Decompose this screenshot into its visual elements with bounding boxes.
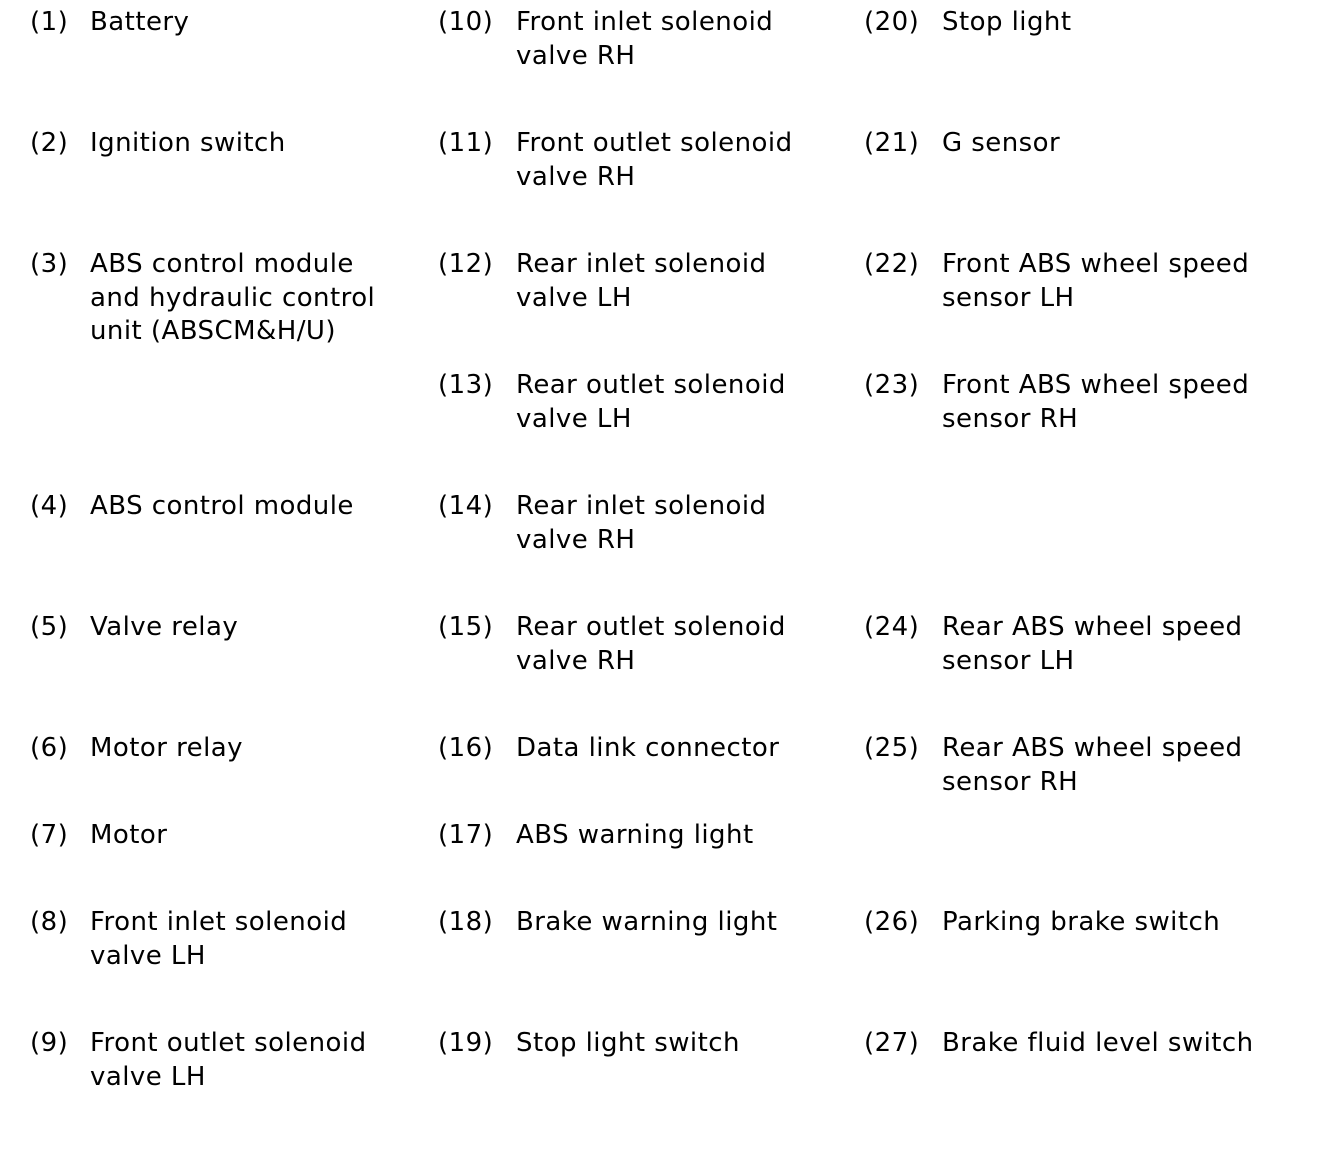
legend-item-number: (27) <box>864 1028 920 1058</box>
legend-item-label-line: valve LH <box>516 282 632 313</box>
legend-item-label-line: Stop light switch <box>516 1028 740 1058</box>
legend-item-label-line: Rear inlet solenoid <box>516 249 767 279</box>
legend-item-label-line: Motor <box>90 820 168 850</box>
legend-item-label-line: ABS warning light <box>516 820 754 850</box>
legend-item-number: (20) <box>864 7 920 37</box>
legend-item-label-line: Front ABS wheel speed <box>942 249 1250 279</box>
legend-item-number: (17) <box>438 820 494 850</box>
legend-item-label-line: Front outlet solenoid <box>90 1028 367 1058</box>
legend-item-label <box>90 819 167 853</box>
legend-item-number: (9) <box>30 1028 69 1058</box>
legend-item-label-line: Stop light <box>942 7 1072 37</box>
legend-item-number: (8) <box>30 907 69 937</box>
legend-item-number: (6) <box>30 733 69 763</box>
legend-item-number: (2) <box>30 128 69 158</box>
legend-item-label-line: valve LH <box>90 1061 206 1092</box>
legend-item-label-line: unit (ABSCM&H/U) <box>90 316 336 346</box>
legend-item-label-line: valve RH <box>516 161 636 192</box>
legend-item-number: (26) <box>864 907 920 937</box>
legend-item-label-line: Front inlet solenoid <box>516 7 774 37</box>
legend-item-label-line: sensor LH <box>942 645 1075 676</box>
legend-item-label-line: Rear outlet solenoid <box>516 612 786 642</box>
legend-item-number: (3) <box>30 249 69 279</box>
legend-item-label-line: G sensor <box>942 128 1061 158</box>
legend-item-number: (16) <box>438 733 494 763</box>
legend-item-label <box>90 611 238 645</box>
legend-item-label <box>516 369 786 436</box>
legend-item-label-line: Front outlet solenoid <box>516 128 793 158</box>
legend-item-label-line: sensor RH <box>942 766 1079 797</box>
legend-item-label-line: Rear inlet solenoid <box>516 491 767 521</box>
legend-item-label <box>942 906 1220 940</box>
legend-item-number: (19) <box>438 1028 494 1058</box>
legend-item-label-line: Battery <box>90 7 190 37</box>
legend-item-label <box>516 906 777 940</box>
legend-item-number: (1) <box>30 7 69 37</box>
legend-item-label <box>90 1027 367 1094</box>
legend-item-label-line: valve RH <box>516 645 636 676</box>
legend-item-label-line: valve LH <box>516 403 632 434</box>
legend-item-label <box>942 732 1242 799</box>
legend-item-label <box>516 6 773 73</box>
legend-item-label <box>516 732 779 766</box>
legend-item-number: (5) <box>30 612 69 642</box>
legend-item-label <box>942 6 1072 40</box>
legend-item-label-line: sensor RH <box>942 403 1079 434</box>
legend-item-label <box>942 369 1249 436</box>
legend-item-label-line: sensor LH <box>942 282 1075 313</box>
legend-item-label <box>90 490 354 524</box>
legend-item-label <box>516 819 754 853</box>
legend-item-number: (12) <box>438 249 494 279</box>
legend-item-label-line: Parking brake switch <box>942 907 1221 937</box>
legend-item-number: (4) <box>30 491 69 521</box>
legend-item-label <box>90 732 243 766</box>
legend-item-label-line: Data link connector <box>516 733 780 763</box>
legend-item-number: (14) <box>438 491 494 521</box>
legend-item-number: (13) <box>438 370 494 400</box>
legend-item-number: (18) <box>438 907 494 937</box>
legend-item-label-line: Ignition switch <box>90 128 286 158</box>
legend-item-label <box>942 127 1060 161</box>
legend-item-label <box>942 611 1242 678</box>
legend-item-number: (11) <box>438 128 494 158</box>
legend-item-label-line: ABS control module <box>90 249 354 279</box>
legend-item-number: (24) <box>864 612 920 642</box>
legend-item-label <box>516 490 767 557</box>
legend-item-label <box>942 1027 1254 1061</box>
legend-item-label-line: Front inlet solenoid <box>90 907 348 937</box>
legend-item-label <box>516 248 767 315</box>
legend-item-label-line: and hydraulic control <box>90 282 376 313</box>
legend-item-label-line: Motor relay <box>90 733 244 763</box>
legend-item-label-line: Brake fluid level switch <box>942 1028 1254 1058</box>
legend-item-label <box>90 6 189 40</box>
legend-item-label-line: Rear outlet solenoid <box>516 370 786 400</box>
legend-item-number: (21) <box>864 128 920 158</box>
legend-item-number: (23) <box>864 370 920 400</box>
legend-item-label <box>90 248 375 349</box>
legend-item-label-line: valve LH <box>90 940 206 971</box>
legend-item-label-line: Front ABS wheel speed <box>942 370 1250 400</box>
legend-item-number: (22) <box>864 249 920 279</box>
legend-item-label <box>516 1027 740 1061</box>
legend-item-label-line: valve RH <box>516 524 636 555</box>
legend-item-label <box>90 906 347 973</box>
legend-item-number: (10) <box>438 7 494 37</box>
legend-item-label-line: Brake warning light <box>516 907 778 937</box>
legend-item-label-line: valve RH <box>516 40 636 71</box>
legend-item-number: (7) <box>30 820 69 850</box>
legend-item-label-line: Valve relay <box>90 612 239 642</box>
legend-item-number: (15) <box>438 612 494 642</box>
legend-item-label-line: ABS control module <box>90 491 354 521</box>
legend-item-label-line: Rear ABS wheel speed <box>942 612 1243 642</box>
legend-item-label <box>516 611 786 678</box>
legend-item-number: (25) <box>864 733 920 763</box>
legend-item-label <box>942 248 1249 315</box>
legend-item-label-line: Rear ABS wheel speed <box>942 733 1243 763</box>
legend-item-label <box>516 127 793 194</box>
legend-item-label <box>90 127 286 161</box>
